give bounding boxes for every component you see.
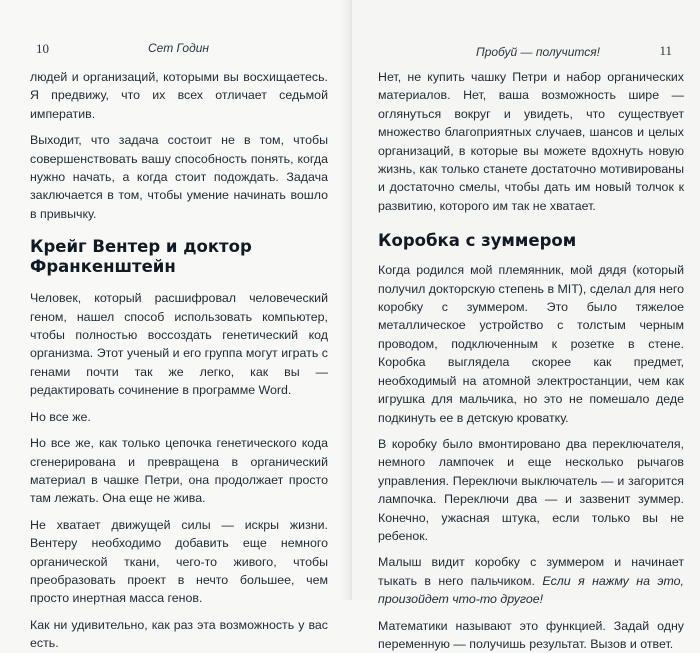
paragraph: Не хватает движущей силы — искры жизни. Вентеру необходимо добавить еще немного органической ткани, чего-то живого, чтобы преобразовать проект в нечто большее, чем просто инертная масса генов. bbox=[30, 517, 328, 606]
paragraph: Когда родился мой племянник, мой дядя (который получил докторскую степень в MIT), сделал для него коробку с зуммером. Это было тяжелое металлическое устройство с толстым черным проводом, подключенным к розетке в стене. Коробка выглядела скорее как предмет, необходимый на атомной электростанции, чем как игрушка для мальчика, но это не помешало деде подкинуть ее в детскую кроватку. bbox=[378, 263, 685, 425]
left-page-header bbox=[30, 38, 328, 68]
paragraph: Но все же, как только цепочка генетического кода сгенерирована и превращена в органический материал в чашке Петри, она продолжает просто там лежать. Она еще не жива. bbox=[30, 436, 328, 506]
baby-plain-text: Малыш видит коробку с зуммером и начинает тыкать в него пальчиком. bbox=[378, 555, 684, 588]
section-heading-venter: Крейг Вентер и доктор Франкенштейн bbox=[30, 237, 252, 277]
right-page-header bbox=[378, 38, 684, 68]
baby-italic-text: Если я нажму на это, произойдет что-то другое! bbox=[378, 573, 684, 607]
paragraph: Математики называют это функцией. Задай одну переменную — получишь результат. Вызов и ответ. bbox=[378, 618, 684, 651]
running-head-title: Пробуй — получится! bbox=[476, 45, 601, 59]
page-number-left: 10 bbox=[36, 41, 49, 56]
section-heading-buzzer-box: Коробка с зуммером bbox=[378, 231, 577, 251]
paragraph-baby bbox=[378, 553, 684, 608]
left-page bbox=[0, 0, 350, 651]
paragraph: Нет, не купить чашку Петри и набор органических материалов. Нет, ваша возможность шире — оглянуться вокруг и увидеть, что существует множество благоприятных случаев, шансов и целых организаций, в которые вы можете вдохнуть новую жизнь, как только станете достаточно мотивированы и достаточно смелы, чтобы дать им новый толчок к развитию, которого им так не хватает. bbox=[378, 70, 684, 213]
paragraph: В коробку было вмонтировано два переключателя, немного лампочек и еще несколько рычагов управления. Переключи выключатель — и загорится лампочка. Переключи два — и зазвенит зуммер. Конечно, ужасная штука, если только вы не ребенок. bbox=[378, 436, 684, 543]
page-number-right: 11 bbox=[659, 43, 672, 58]
paragraph: Человек, который расшифровал человеческий геном, нашел способ использовать компьютер, чтобы полностью воссоздать генетический код организма. Этот ученый и его группа могут играть с генами почти так же легко, как вы — редактировать сочинение в программе Word. bbox=[30, 291, 328, 398]
paragraph: Но все же. bbox=[30, 409, 91, 424]
paragraph: Выходит, что задача состоит не в том, чтобы совершенствовать вашу способность понять, когда нужно начать, а когда стоит подождать. Задача заключается в том, чтобы умение начинать вошло в привычку. bbox=[30, 133, 328, 221]
paragraph: людей и организаций, которыми вы восхищаетесь. Я предвижу, что их всех отличает седьмой императив. bbox=[30, 70, 328, 121]
right-page bbox=[352, 0, 700, 651]
paragraph: Как ни удивительно, как раз эта возможность у вас есть. bbox=[30, 617, 328, 651]
running-head-author: Сет Годин bbox=[148, 41, 209, 55]
